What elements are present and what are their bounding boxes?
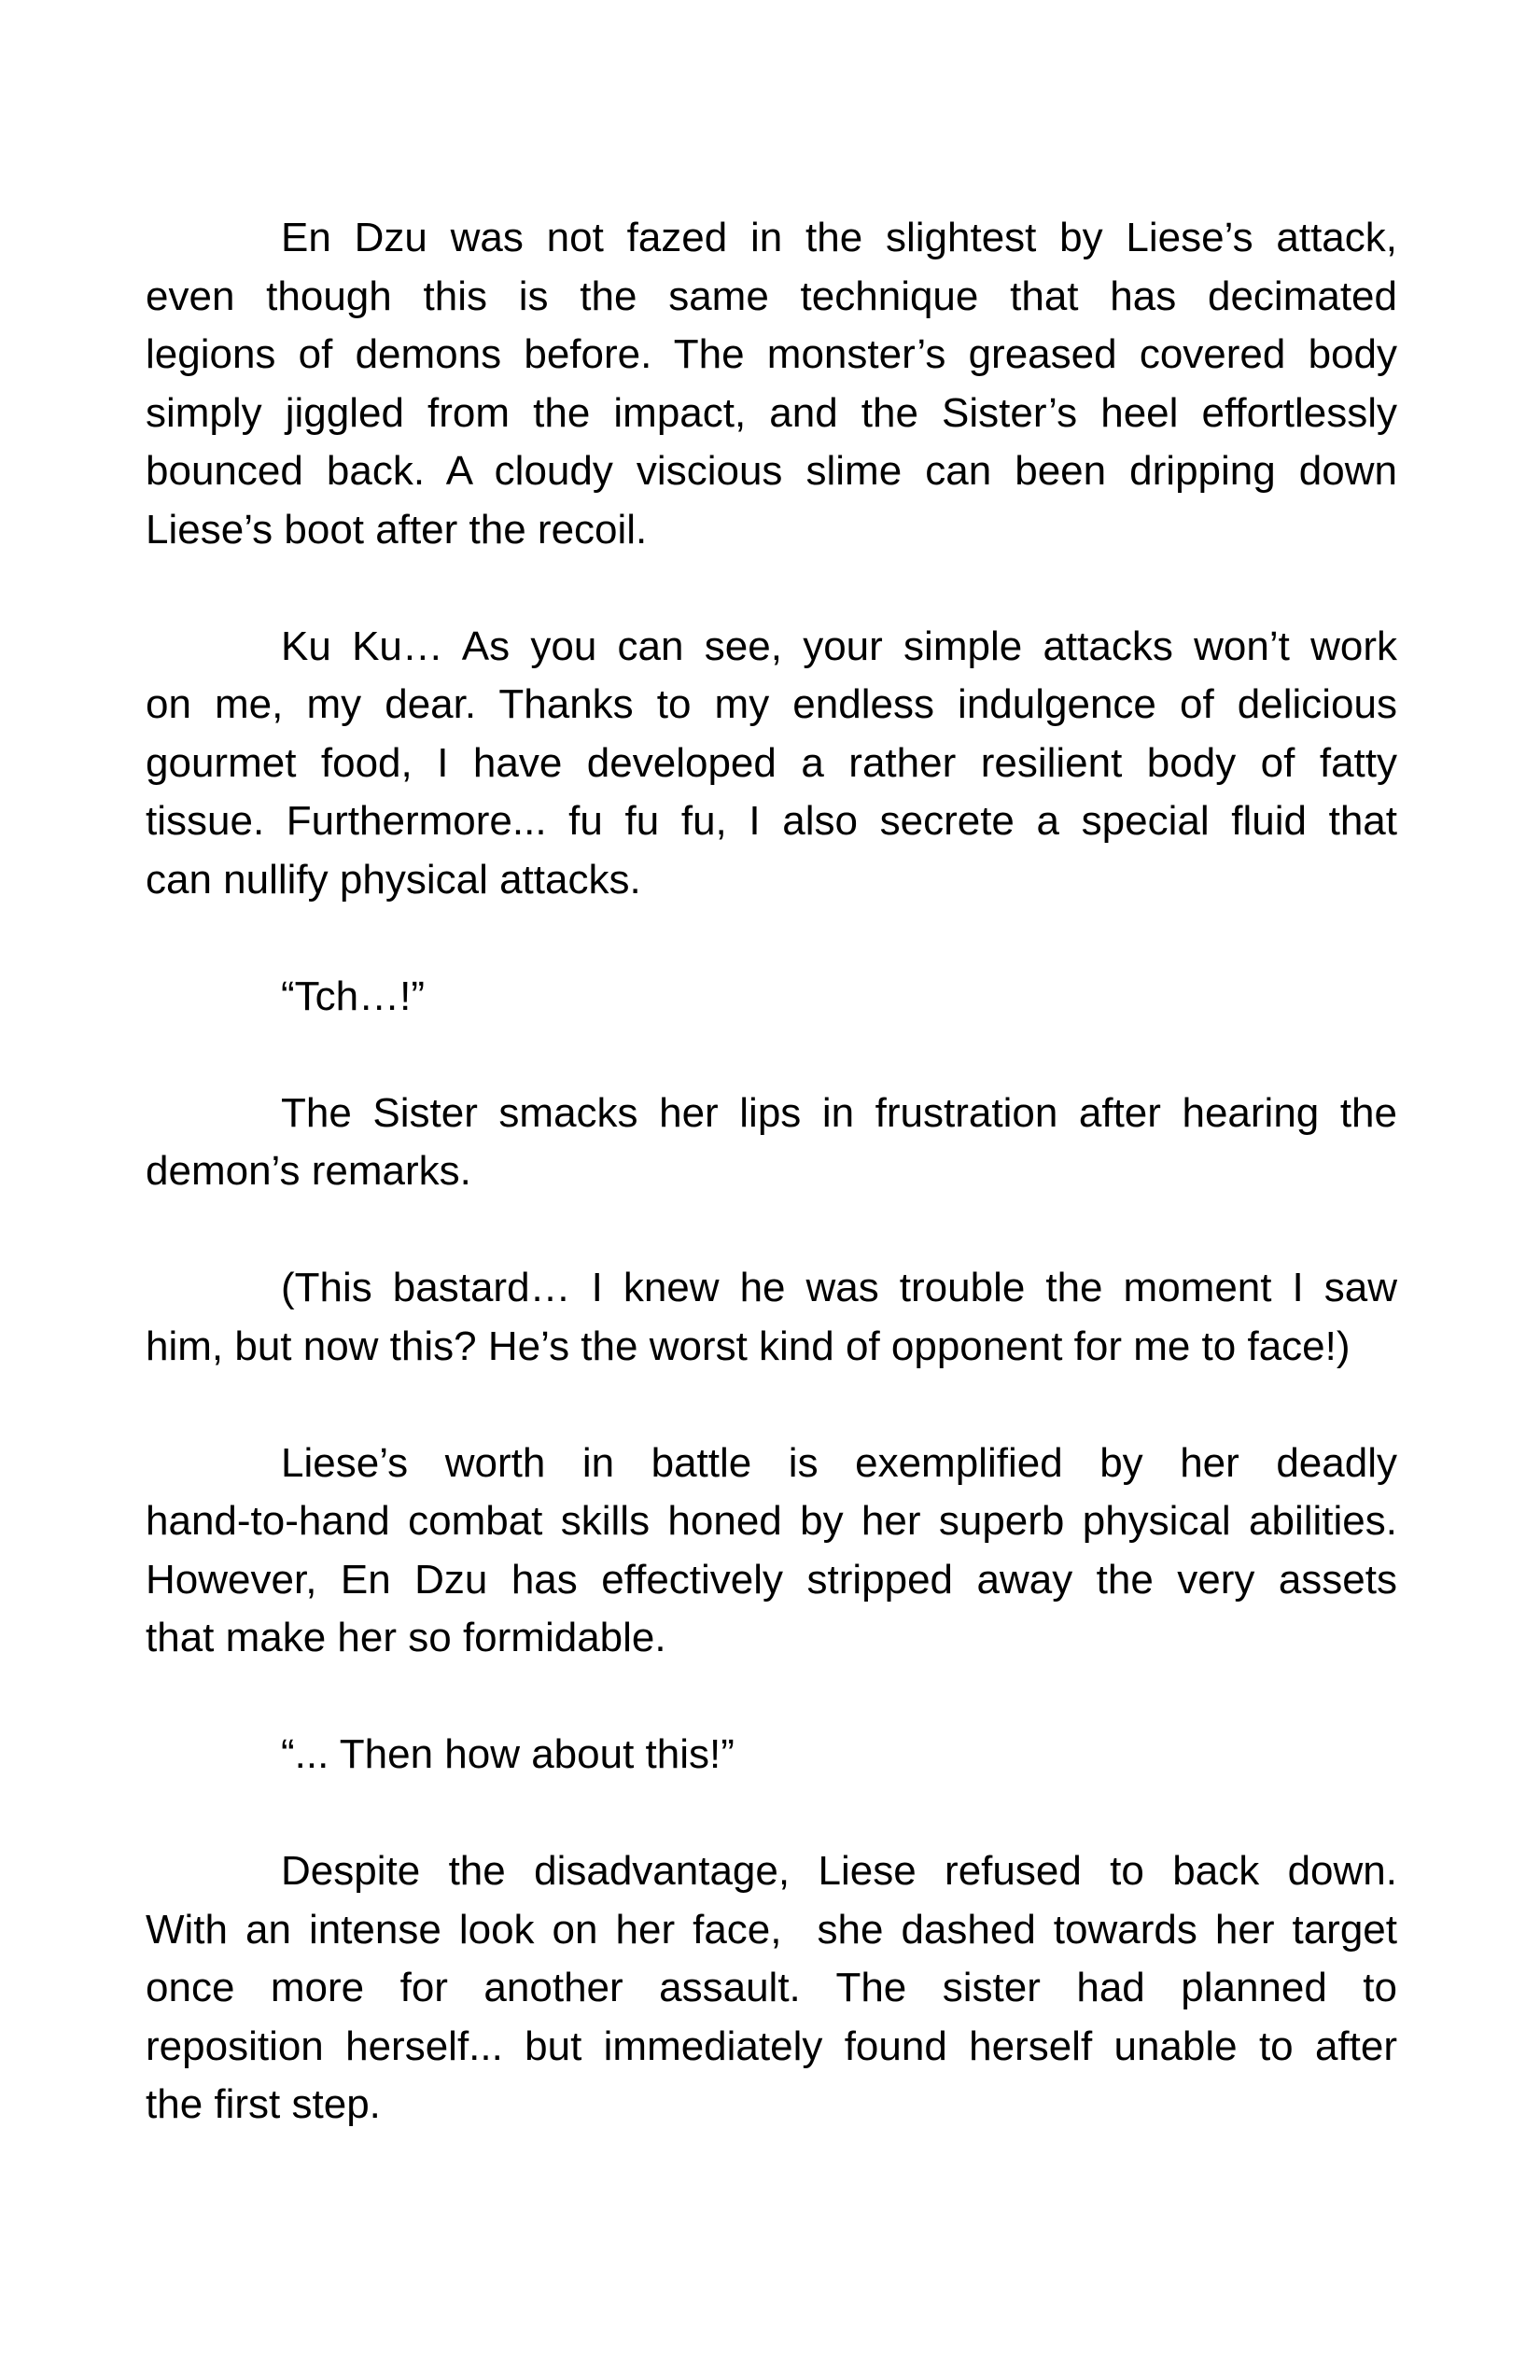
text-line: gourmet food, I have developed a rather resilient body of fatty	[146, 739, 1397, 786]
text-line: However, En Dzu has effectively stripped away the very assets	[146, 1556, 1397, 1603]
text-line: With an intense look on her face, she dashed towards her target	[146, 1906, 1397, 1953]
text-line: En Dzu was not fazed in the slightest by Liese’s attack,	[281, 215, 1397, 260]
text-line: that make her so formidable.	[146, 1615, 666, 1660]
text-line: legions of demons before. The monster’s greased covered body	[146, 331, 1397, 377]
text-line: (This bastard… I knew he was trouble the moment I saw	[281, 1265, 1397, 1310]
text-line: the first step.	[146, 2081, 381, 2127]
text-line: Ku Ku… As you can see, your simple attacks won’t work	[281, 623, 1397, 669]
text-line: Liese’s worth in battle is exemplified by her deadly	[281, 1439, 1397, 1486]
text-line: reposition herself... but immediately found herself unable to after	[146, 2023, 1397, 2069]
document-text-body	[146, 209, 1397, 2192]
text-line: simply jiggled from the impact, and the Sister’s heel effortlessly	[146, 389, 1397, 436]
paragraph-8	[146, 1842, 1397, 2135]
text-line: demon’s remarks.	[146, 1148, 471, 1194]
text-line: him, but now this? He’s the worst kind of opponent for me to face!)	[146, 1323, 1351, 1369]
paragraph-5	[146, 1259, 1397, 1376]
text-line: Liese’s boot after the recoil.	[146, 506, 648, 553]
paragraph-1	[146, 209, 1397, 559]
text-line: on me, my dear. Thanks to my endless indulgence of delicious	[146, 681, 1397, 727]
paragraph-3	[146, 968, 1397, 1027]
paragraph-7	[146, 1726, 1397, 1785]
paragraph-6	[146, 1435, 1397, 1668]
text-line: The Sister smacks her lips in frustration after hearing the	[281, 1089, 1397, 1136]
text-line: Despite the disadvantage, Liese refused to back down.	[281, 1848, 1397, 1894]
paragraph-2	[146, 618, 1397, 910]
text-line: “Tch…!”	[281, 973, 425, 1019]
text-line: “... Then how about this!”	[281, 1731, 735, 1777]
text-line: once more for another assault. The sister had planned to	[146, 1965, 1397, 2010]
text-line: bounced back. A cloudy viscious slime can been dripping down	[146, 448, 1397, 494]
text-line: even though this is the same technique that has decimated	[146, 273, 1397, 319]
paragraph-4	[146, 1085, 1397, 1201]
text-line: tissue. Furthermore... fu fu fu, I also secrete a special fluid that	[146, 798, 1397, 844]
text-line: can nullify physical attacks.	[146, 856, 641, 903]
text-line: hand-to-hand combat skills honed by her superb physical abilities.	[146, 1498, 1397, 1544]
